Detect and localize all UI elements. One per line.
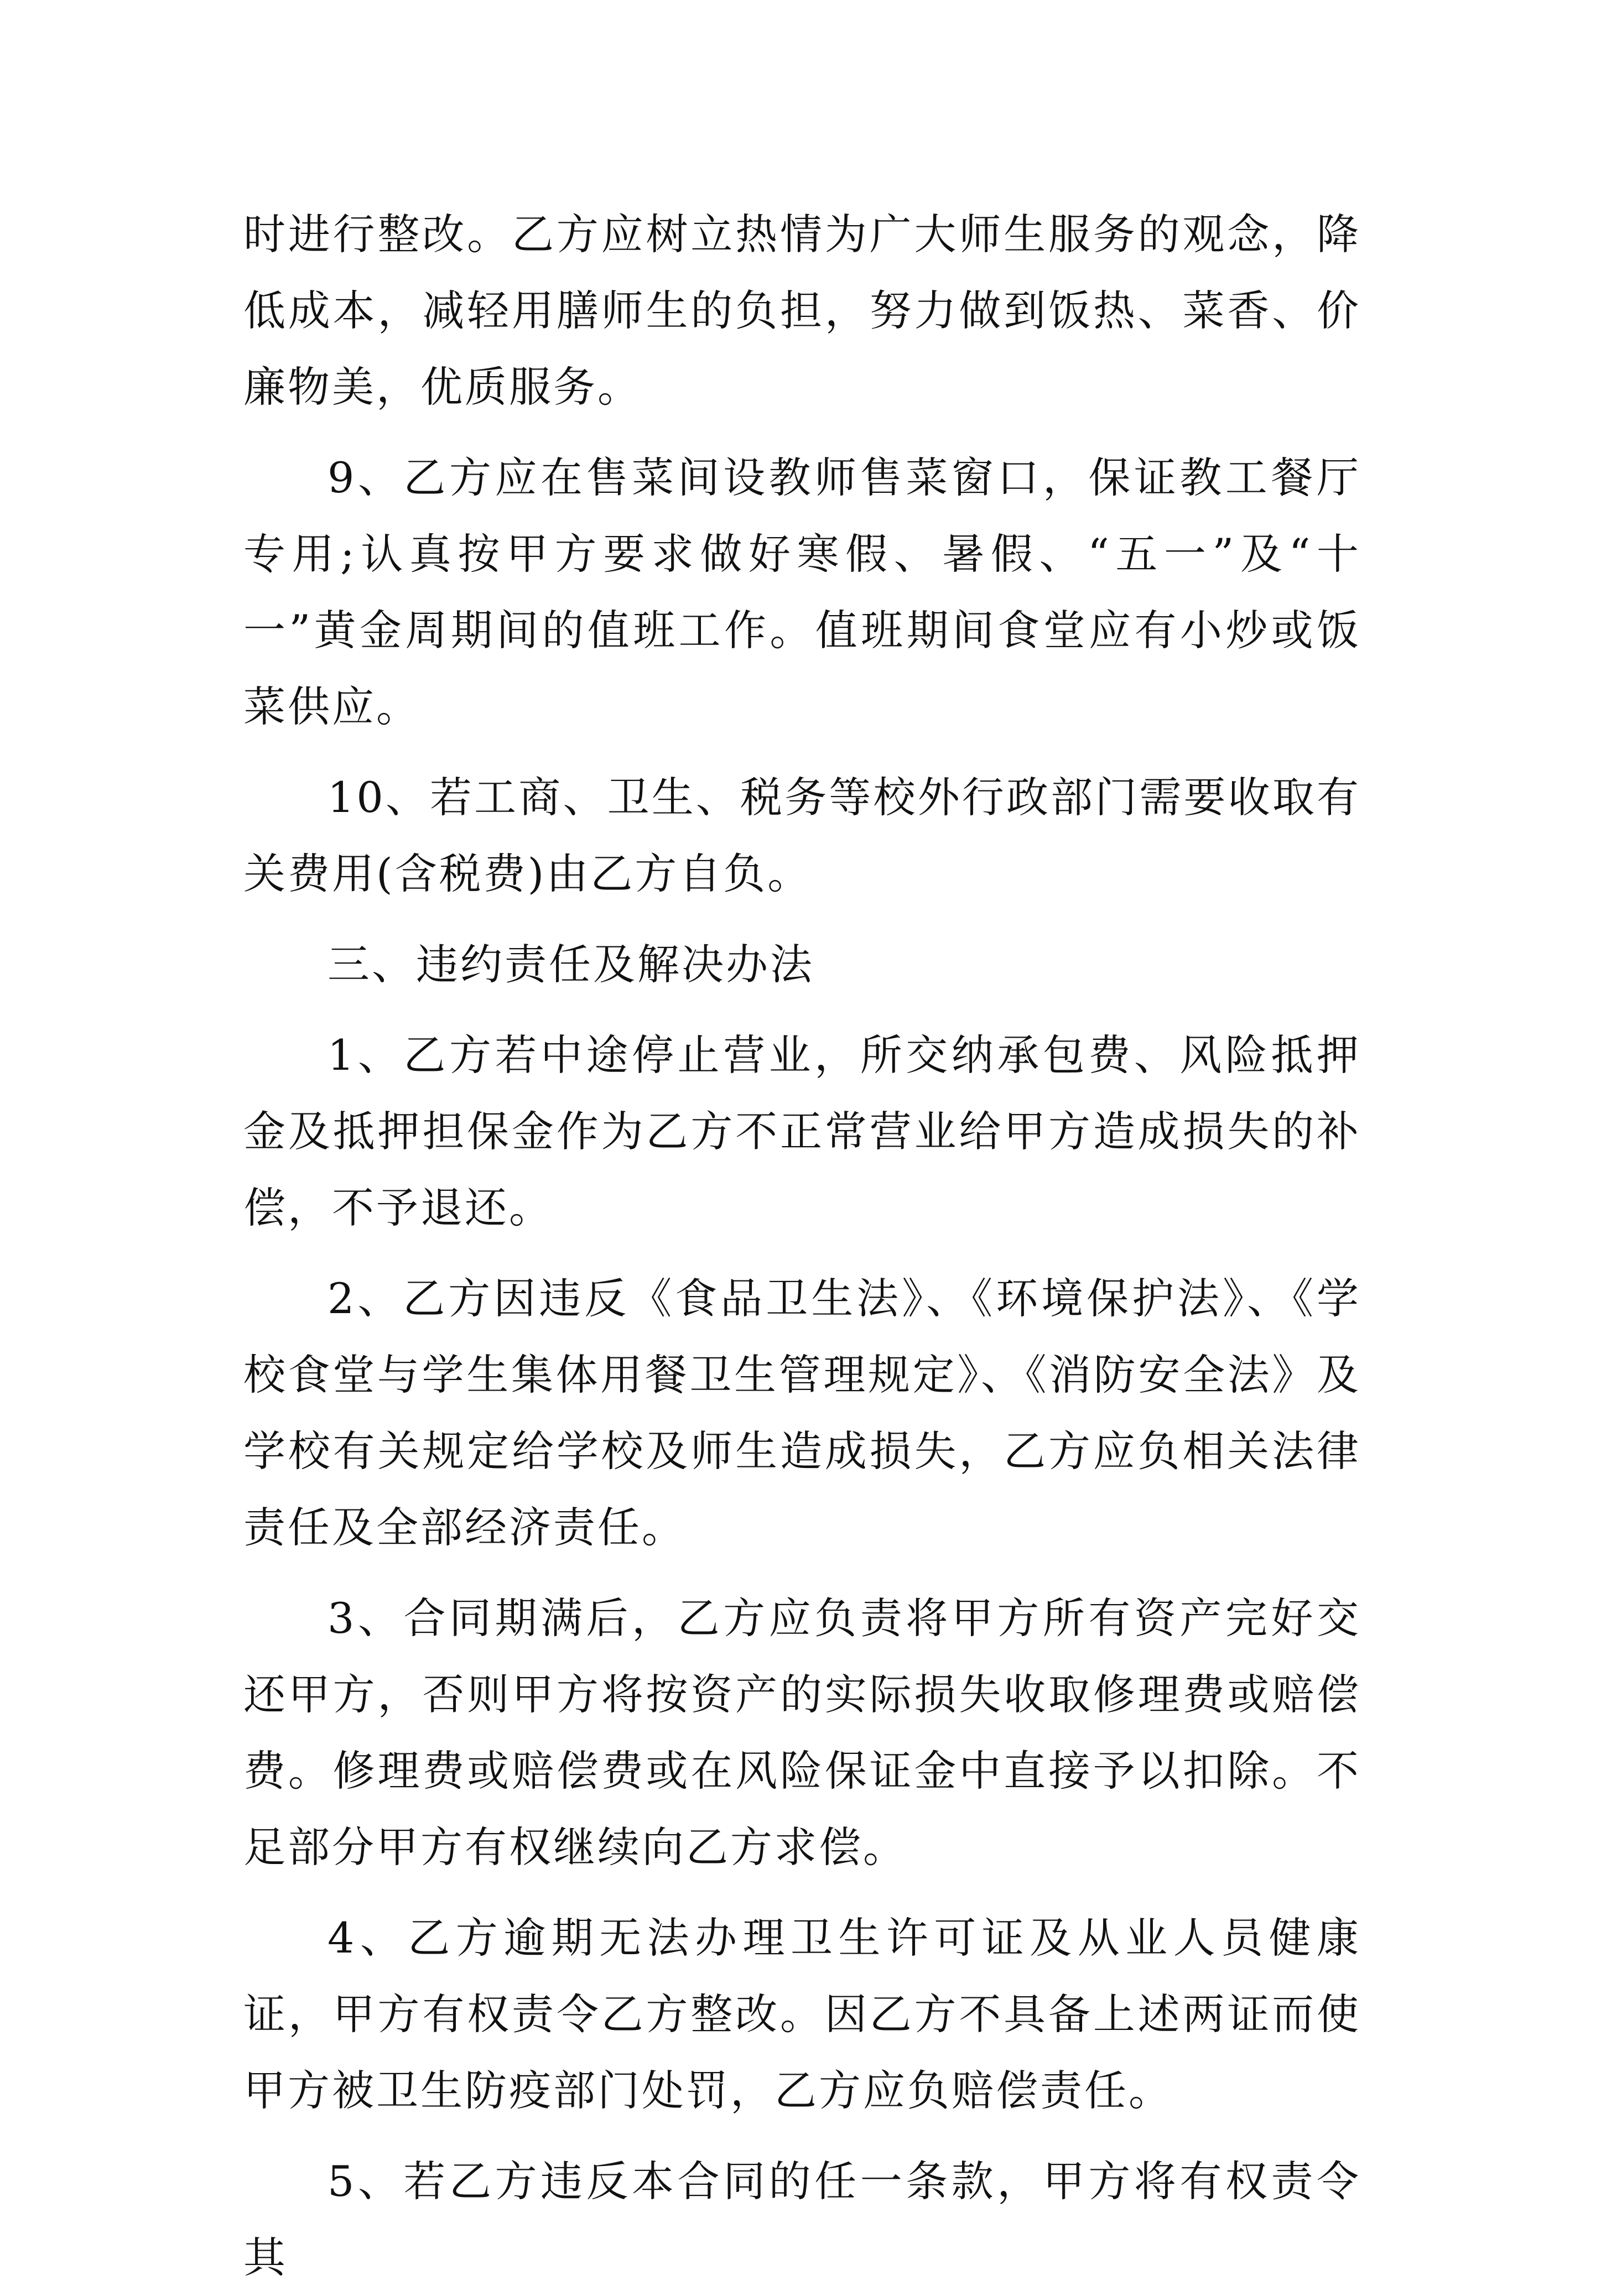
document-body	[243, 196, 1361, 2296]
paragraph-liability-5: 5、若乙方违反本合同的任一条款，甲方将有权责令其	[243, 2157, 1361, 2282]
paragraph-liability-2: 2、乙方因违反《食品卫生法》、《环境保护法》、《学校食堂与学生集体用餐卫生管理规定》、《消防安全法》及学校有关规定给学校及师生造成损失，乙方应负相关法律责任及全部经济责任。	[243, 1274, 1361, 1552]
section-heading-liability: 三、违约责任及解决办法	[328, 940, 814, 989]
paragraph-item-10: 10、若工商、卫生、税务等校外行政部门需要收取有关费用(含税费)由乙方自负。	[243, 773, 1361, 898]
paragraph-liability-4: 4、乙方逾期无法办理卫生许可证及从业人员健康证，甲方有权责令乙方整改。因乙方不具备上述两证而使甲方被卫生防疫部门处罚，乙方应负赔偿责任。	[243, 1913, 1361, 2115]
paragraph-liability-3: 3、合同期满后，乙方应负责将甲方所有资产完好交还甲方，否则甲方将按资产的实际损失收取修理费或赔偿费。修理费或赔偿费或在风险保证金中直接予以扣除。不足部分甲方有权继续向乙方求偿。	[243, 1594, 1361, 1872]
paragraph-item-9: 9、乙方应在售菜间设教师售菜窗口，保证教工餐厅专用;认真按甲方要求做好寒假、暑假、“五一”及“十一”黄金周期间的值班工作。值班期间食堂应有小炒或饭菜供应。	[243, 453, 1361, 731]
paragraph-liability-1: 1、乙方若中途停止营业，所交纳承包费、风险抵押金及抵押担保金作为乙方不正常营业给甲方造成损失的补偿，不予退还。	[243, 1030, 1361, 1232]
paragraph-continuation: 时进行整改。乙方应树立热情为广大师生服务的观念，降低成本，减轻用膳师生的负担，努力做到饭热、菜香、价廉物美，优质服务。	[243, 210, 1361, 412]
